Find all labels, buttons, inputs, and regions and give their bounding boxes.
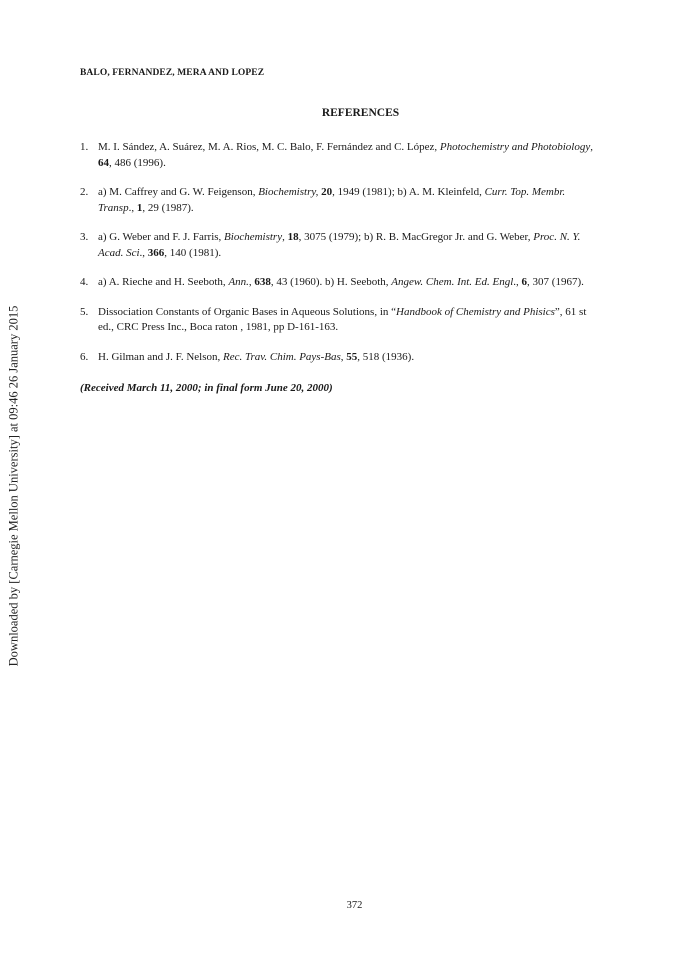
reference-item bbox=[80, 140, 600, 171]
reference-text bbox=[98, 276, 584, 288]
reference-title-italic: Biochemistry, bbox=[258, 186, 319, 198]
reference-volume: 55 bbox=[346, 350, 358, 363]
reference-segment: , 140 (1981). bbox=[164, 246, 222, 259]
reference-segment: ”, 61 st ed., CRC Press Inc., Boca raton , 1981, pp D-161-163. bbox=[98, 305, 587, 333]
reference-number: 3. bbox=[80, 231, 89, 243]
page-number: 372 bbox=[346, 900, 363, 911]
reference-title-italic: Angew. Chem. Int. Ed. Engl bbox=[391, 276, 514, 288]
reference-segment: , 3075 (1979); b) R. B. MacGregor Jr. and G. Weber, bbox=[298, 231, 534, 243]
reference-number: 1. bbox=[80, 141, 89, 153]
reference-segment: a) M. Caffrey and G. W. Feigenson, bbox=[98, 186, 259, 198]
section-title: REFERENCES bbox=[321, 107, 400, 119]
reference-segment: , bbox=[282, 231, 288, 243]
reference-segment: Dissociation Constants of Organic Bases in Aqueous Solutions, in “ bbox=[98, 305, 397, 318]
reference-segment: , 486 (1996). bbox=[109, 156, 166, 169]
reference-volume: 1 bbox=[136, 201, 143, 214]
reference-number: 5. bbox=[80, 305, 89, 318]
reference-number: 2. bbox=[80, 186, 89, 198]
reference-title-italic: Handbook of Chemistry and Phisics bbox=[396, 305, 555, 318]
reference-segment: M. I. Sández, A. Suárez, M. A. Rios, M. C. Balo, F. Fernández and C. López, bbox=[98, 141, 440, 153]
reference-item bbox=[80, 305, 600, 336]
reference-segment: , 307 (1967). bbox=[527, 276, 584, 288]
reference-item bbox=[80, 185, 600, 216]
reference-volume: 20 bbox=[321, 186, 333, 198]
reference-item bbox=[80, 275, 600, 291]
reference-item bbox=[80, 230, 600, 261]
reference-segment: , 43 (1960). b) H. Seeboth, bbox=[270, 276, 392, 288]
reference-segment: , bbox=[590, 141, 593, 153]
reference-volume: 638 bbox=[254, 276, 271, 288]
reference-segment: ., bbox=[128, 201, 137, 214]
reference-segment: a) G. Weber and F. J. Farris, bbox=[98, 231, 225, 243]
reference-segment: , 29 (1987). bbox=[142, 201, 194, 214]
received-note: (Received March 11, 2000; in final form June 20, 2000) bbox=[80, 382, 333, 394]
reference-text bbox=[98, 141, 593, 169]
reference-text bbox=[98, 231, 580, 259]
reference-text bbox=[98, 306, 586, 334]
reference-text bbox=[98, 351, 414, 363]
reference-segment: , bbox=[340, 350, 347, 363]
reference-number: 4. bbox=[80, 276, 89, 288]
reference-text bbox=[98, 186, 565, 214]
reference-segment: a) A. Rieche and H. Seeboth, bbox=[98, 276, 229, 288]
reference-segment: ., bbox=[513, 276, 522, 288]
reference-volume: 6 bbox=[521, 276, 528, 288]
reference-list bbox=[80, 140, 600, 379]
reference-title-italic: Curr. Top. Membr. Transp bbox=[98, 186, 566, 214]
reference-segment: H. Gilman and J. F. Nelson, bbox=[98, 350, 224, 363]
reference-title-italic: Biochemistry bbox=[224, 231, 283, 243]
reference-segment: ., bbox=[139, 246, 148, 259]
reference-segment: , bbox=[248, 276, 255, 288]
reference-title-italic: Ann. bbox=[228, 276, 249, 288]
reference-volume: 18 bbox=[287, 231, 299, 243]
reference-volume: 64 bbox=[98, 156, 109, 169]
reference-segment: , 1949 (1981); b) A. M. Kleinfeld, bbox=[332, 186, 485, 198]
reference-title-italic: Photochemistry and Photobiology bbox=[439, 141, 591, 153]
reference-segment: , 518 (1936). bbox=[357, 350, 415, 363]
reference-title-italic: Proc. N. Y. Acad. Sci bbox=[98, 231, 581, 259]
reference-item bbox=[80, 350, 600, 366]
running-head: BALO, FERNANDEZ, MERA AND LOPEZ bbox=[80, 68, 265, 78]
download-watermark: Downloaded by [Carnegie Mellon University] at 09:46 26 January 2015 bbox=[6, 305, 21, 667]
reference-title-italic: Rec. Trav. Chim. Pays-Bas bbox=[223, 350, 341, 363]
reference-volume: 366 bbox=[147, 246, 165, 259]
reference-number: 6. bbox=[80, 350, 89, 363]
